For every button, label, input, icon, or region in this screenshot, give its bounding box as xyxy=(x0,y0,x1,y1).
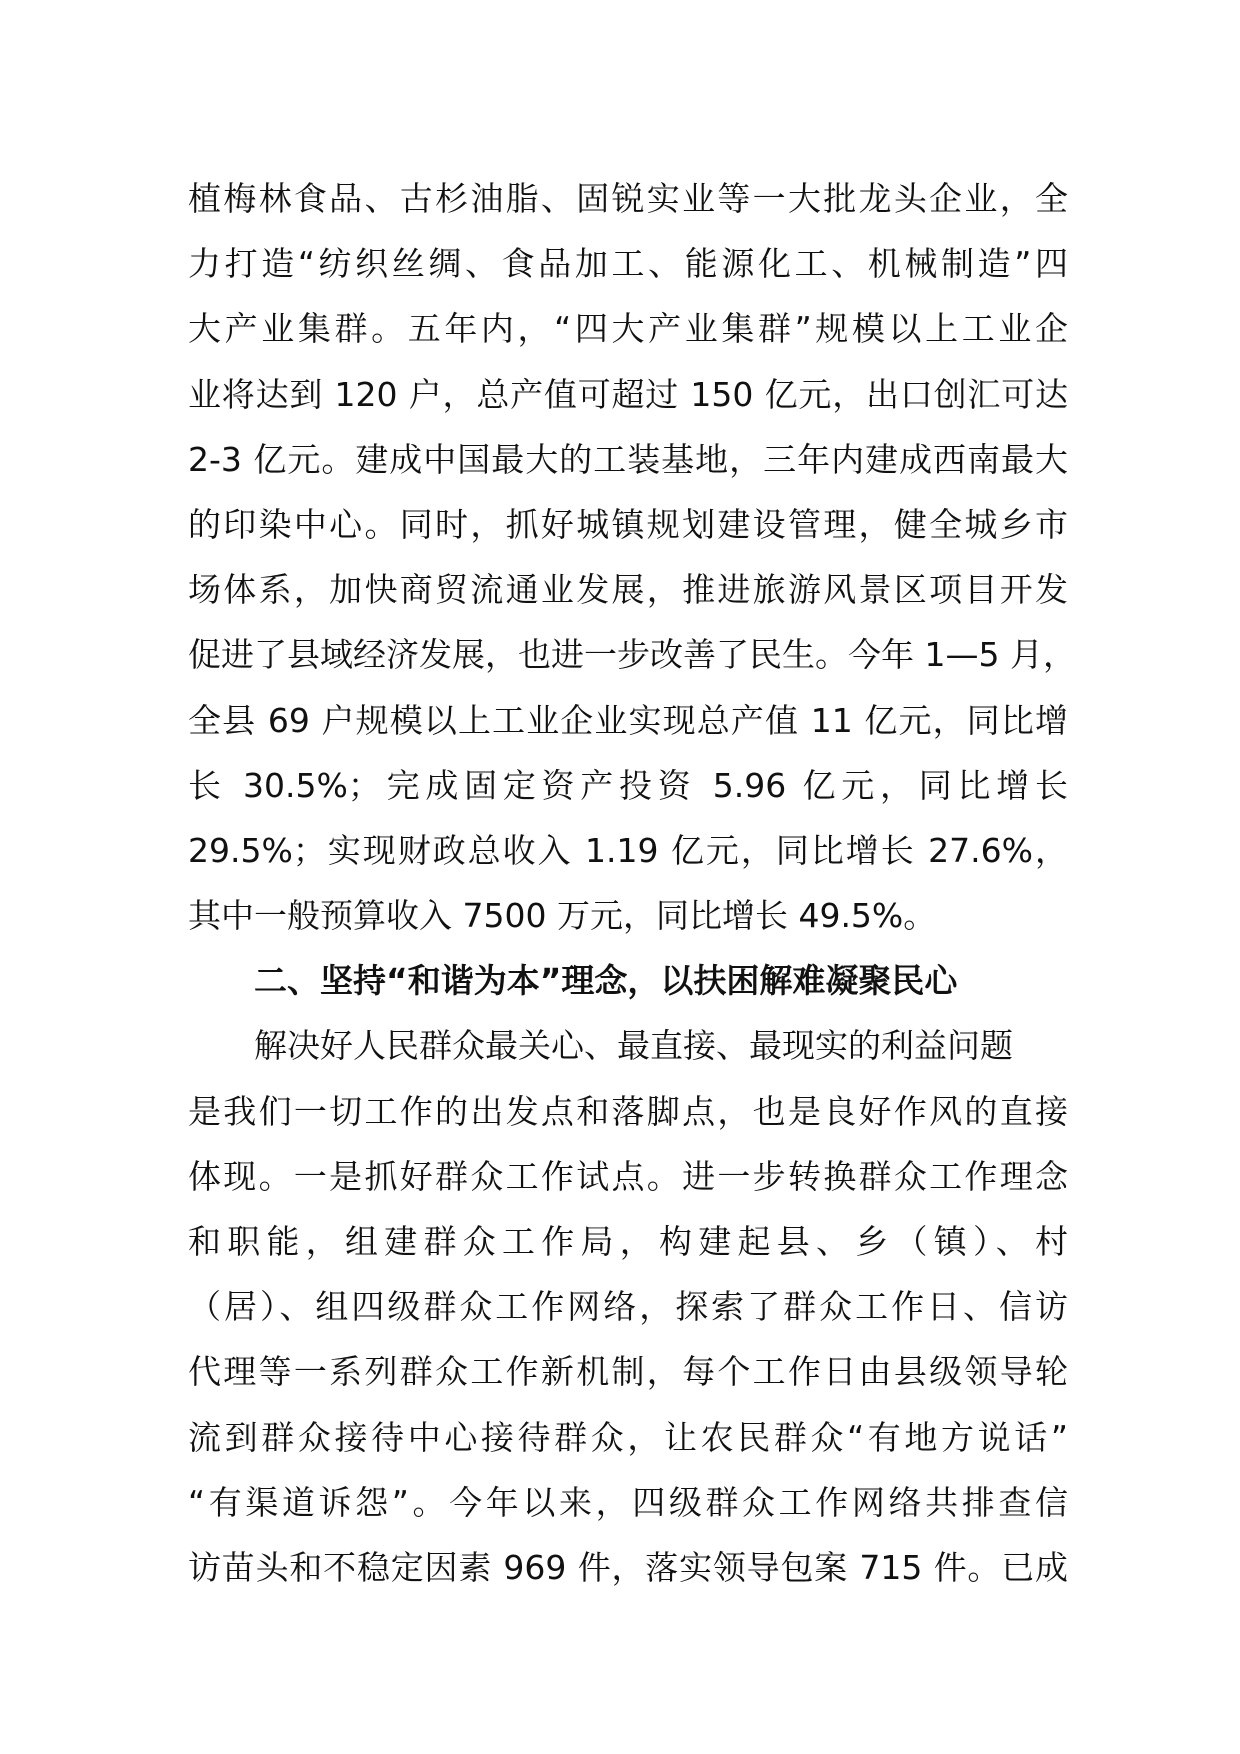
section-heading: 二、坚持“和谐为本”理念，以扶困解难凝聚民心 xyxy=(254,961,958,1001)
body-line: 业将达到 120 户，总产值可超过 150 亿元，出口创汇可达 xyxy=(188,374,1068,414)
body-line: 体现。一是抓好群众工作试点。进一步转换群众工作理念 xyxy=(188,1156,1068,1196)
body-line: 解决好人民群众最关心、最直接、最现实的利益问题 xyxy=(254,1026,1013,1066)
body-line: 和职能，组建群众工作局，构建起县、乡（镇）、村 xyxy=(188,1222,1068,1261)
body-line: 大产业集群。五年内，“四大产业集群”规模以上工业企 xyxy=(188,309,1068,349)
body-line: 场体系，加快商贸流通业发展，推进旅游风景区项目开发 xyxy=(188,570,1068,610)
body-line: 力打造“纺织丝绸、食品加工、能源化工、机械制造”四 xyxy=(188,244,1068,284)
body-line: 植梅林食品、古杉油脂、固锐实业等一大批龙头企业，全 xyxy=(188,179,1068,218)
body-line: 长 30.5%；完成固定资产投资 5.96 亿元，同比增长 xyxy=(188,765,1068,805)
body-line: 流到群众接待中心接待群众，让农民群众“有地方说话” xyxy=(188,1417,1068,1457)
body-line: 访苗头和不稳定因素 969 件，落实领导包案 715 件。已成 xyxy=(188,1547,1068,1587)
body-line: 全县 69 户规模以上工业企业实现总产值 11 亿元，同比增 xyxy=(188,700,1068,740)
body-line: “有渠道诉怨”。今年以来，四级群众工作网络共排查信 xyxy=(188,1482,1068,1522)
body-line: 是我们一切工作的出发点和落脚点，也是良好作风的直接 xyxy=(188,1091,1068,1131)
body-line: （居）、组四级群众工作网络，探索了群众工作日、信访 xyxy=(188,1287,1068,1327)
body-line: 的印染中心。同时，抓好城镇规划建设管理，健全城乡市 xyxy=(188,504,1068,544)
body-line: 促进了县域经济发展，也进一步改善了民生。今年 1—5 月， xyxy=(188,635,1076,675)
body-line: 其中一般预算收入 7500 万元，同比增长 49.5%。 xyxy=(188,896,937,936)
body-line: 代理等一系列群众工作新机制，每个工作日由县级领导轮 xyxy=(188,1352,1068,1392)
document-body xyxy=(188,166,1076,1600)
body-line: 29.5%；实现财政总收入 1.19 亿元，同比增长 27.6%， xyxy=(188,830,1068,870)
body-line: 2-3 亿元。建成中国最大的工装基地，三年内建成西南最大 xyxy=(188,439,1068,479)
